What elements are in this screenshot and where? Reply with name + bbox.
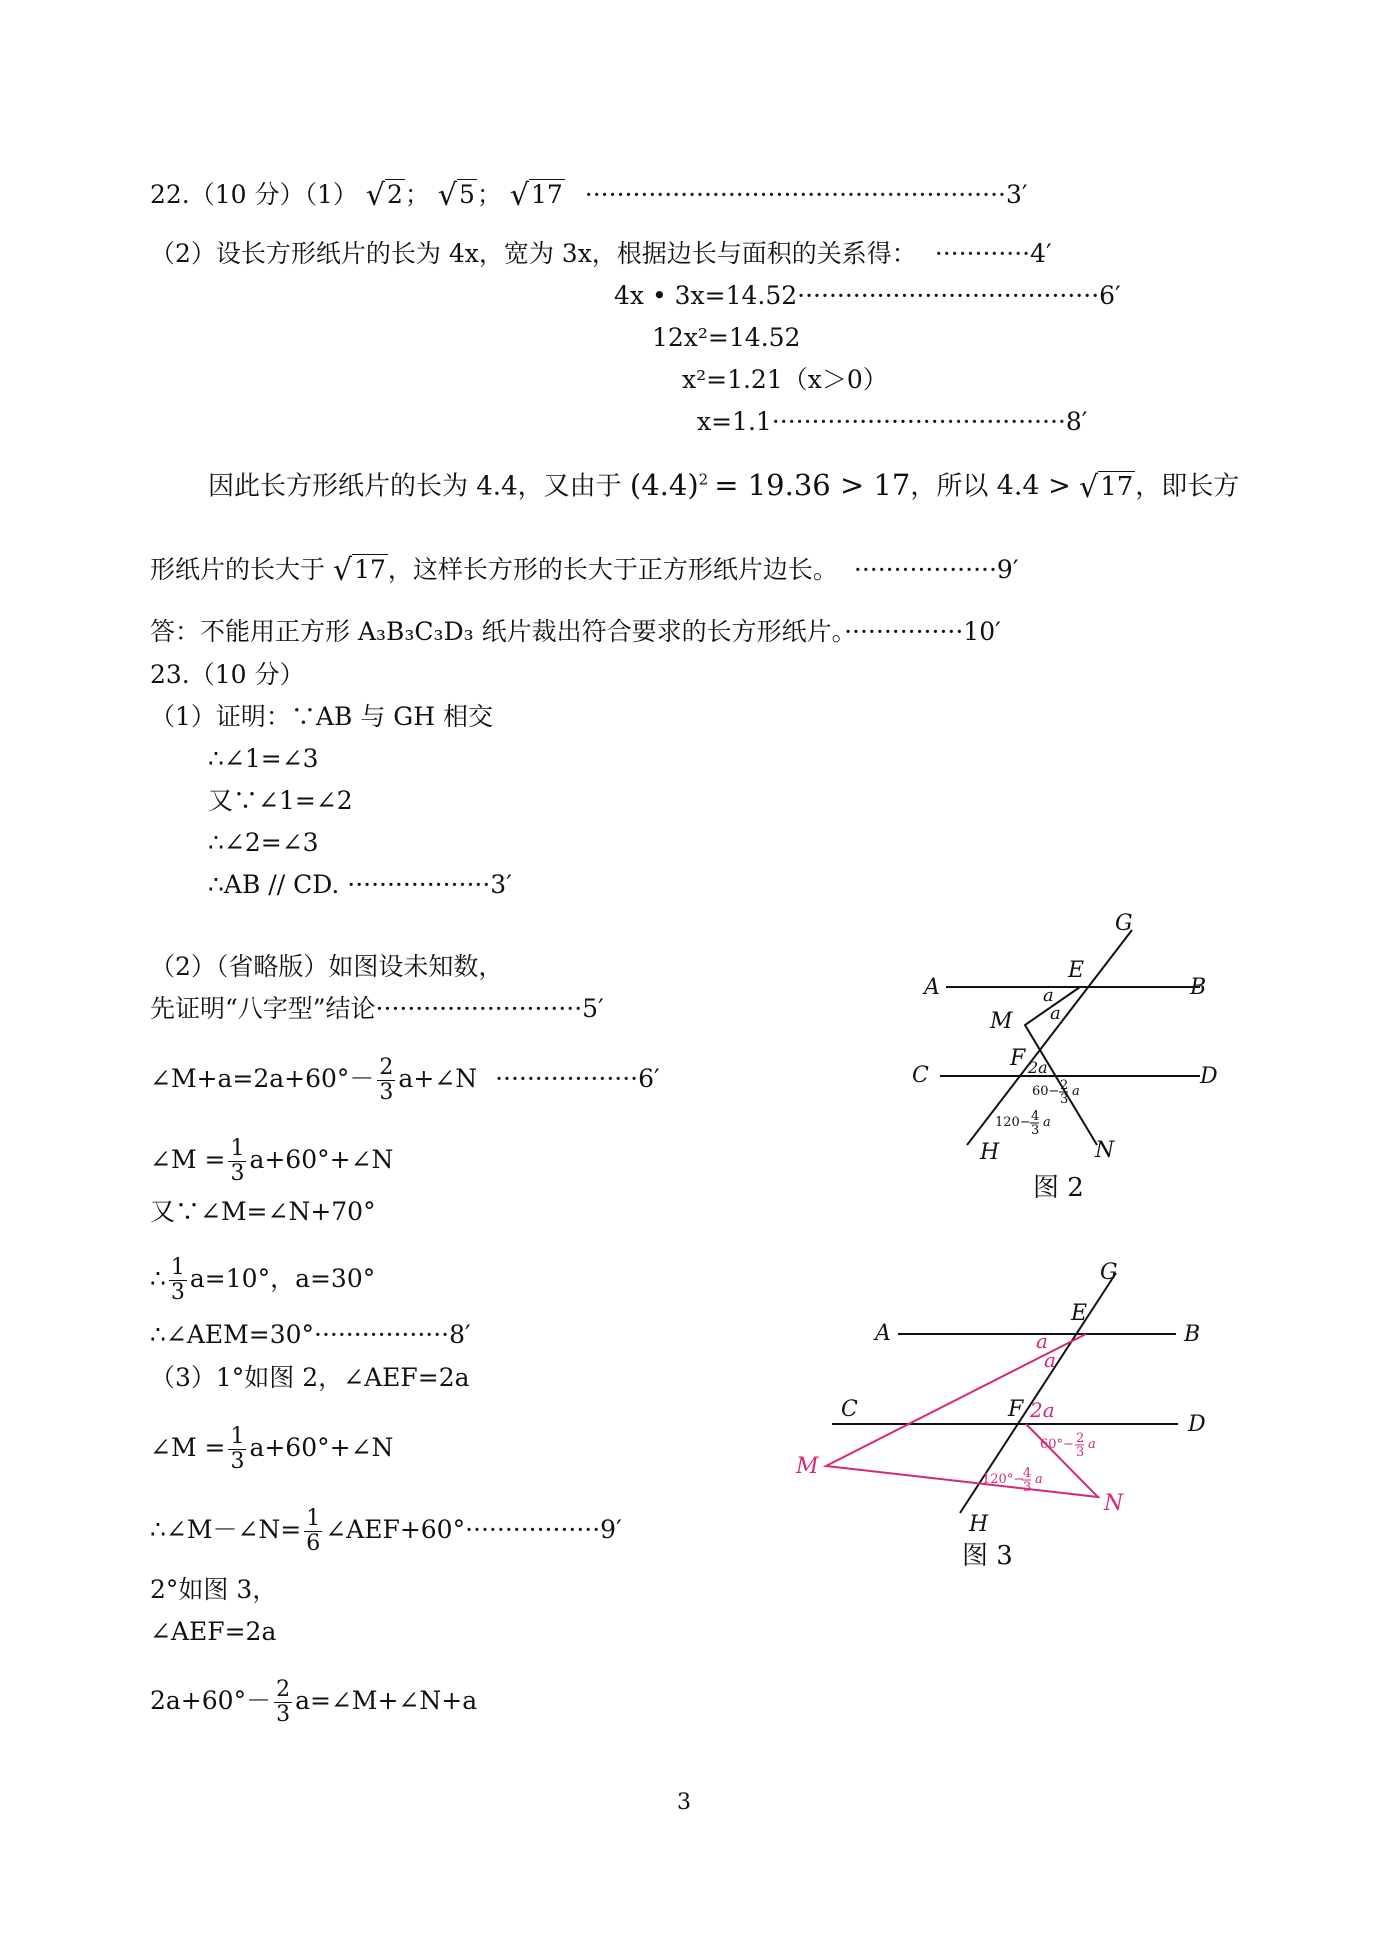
label-N: N bbox=[1095, 1138, 1115, 1163]
label-F: F bbox=[1010, 1046, 1026, 1071]
q22-head: 22.（10 分）（1） bbox=[150, 180, 358, 209]
q23-part3-line5: ∠AEF=2a bbox=[150, 1617, 277, 1646]
equation-4: x=1.1·····································8′ bbox=[697, 407, 1088, 436]
page-number: 3 bbox=[677, 1790, 691, 1815]
sqrt-17: √17 bbox=[509, 178, 563, 213]
label-A: A bbox=[924, 975, 940, 1000]
label-G: G bbox=[1100, 1260, 1118, 1285]
figure-3-caption: 图 3 bbox=[962, 1541, 1013, 1571]
label-B: B bbox=[1190, 975, 1207, 1000]
text: a+∠N bbox=[398, 1064, 478, 1093]
fraction: $\frac{1}{3}$ bbox=[230, 1424, 245, 1474]
label-D: D bbox=[1200, 1064, 1218, 1089]
text: 4.4 > bbox=[996, 470, 1071, 502]
q23-part3-line3 bbox=[150, 1507, 622, 1556]
text: ∠AEF+60°·················9′ bbox=[325, 1515, 622, 1544]
svg-text:a: a bbox=[1072, 1084, 1080, 1099]
exponent: 2 bbox=[698, 470, 709, 488]
figure-2 bbox=[900, 905, 1230, 1203]
fraction: $\frac{2}{3}$ bbox=[276, 1677, 291, 1727]
svg-text:a: a bbox=[1088, 1437, 1096, 1452]
label-E: E bbox=[1071, 1301, 1088, 1326]
separator: ； bbox=[476, 180, 502, 209]
svg-text:120°−: 120°− bbox=[982, 1472, 1025, 1487]
text: ∠M = bbox=[150, 1433, 226, 1462]
separator: ； bbox=[404, 180, 430, 209]
angle-60-label bbox=[1040, 1431, 1096, 1460]
fraction: $\frac{2}{3}$ bbox=[379, 1055, 394, 1105]
score-dots: ··················6′ bbox=[495, 1064, 660, 1093]
svg-text:120−: 120− bbox=[995, 1115, 1031, 1130]
angle-2a: 2a bbox=[1028, 1058, 1048, 1077]
q23-part3-line4: 2°如图 3， bbox=[150, 1575, 278, 1604]
q23-part2-line3 bbox=[150, 1056, 660, 1105]
label-E: E bbox=[1068, 958, 1085, 983]
q22-part1 bbox=[150, 178, 1028, 213]
q23-part3-line2 bbox=[150, 1425, 393, 1474]
label-H: H bbox=[980, 1140, 1000, 1165]
svg-text:a: a bbox=[1043, 1115, 1051, 1130]
sqrt-17: √17 bbox=[1079, 469, 1134, 505]
q23-head: 23.（10 分） bbox=[150, 660, 305, 689]
q22-conclusion-line1 bbox=[208, 462, 1239, 505]
text: ，所以 bbox=[910, 471, 989, 502]
q23-part2-line5: 又∵∠M=∠N+70° bbox=[150, 1197, 376, 1226]
q23-proof-line5: ∴AB // CD. ··················3′ bbox=[208, 870, 512, 899]
fraction: $\frac{1}{3}$ bbox=[170, 1255, 185, 1305]
label-C: C bbox=[841, 1397, 858, 1422]
q23-proof-line4: ∴∠2=∠3 bbox=[208, 828, 319, 857]
angle-a-upper: a bbox=[1036, 1329, 1048, 1353]
sqrt-2: √2 bbox=[365, 178, 403, 213]
figure-2-diagram bbox=[900, 905, 1230, 1165]
q23-part2-line2: 先证明“八字型”结论··························5′ bbox=[150, 994, 604, 1023]
q23-part2-line7: ∴∠AEM=30°·················8′ bbox=[150, 1320, 471, 1349]
text: a+60°+∠N bbox=[249, 1433, 394, 1462]
angle-2a: 2a bbox=[1030, 1398, 1055, 1422]
label-F: F bbox=[1008, 1397, 1024, 1422]
svg-text:4: 4 bbox=[1031, 1109, 1040, 1124]
svg-text:60°−: 60°− bbox=[1040, 1437, 1074, 1452]
text: a=∠M+∠N+a bbox=[295, 1686, 478, 1715]
score-dots: ·····················································3′ bbox=[584, 180, 1028, 209]
label-M: M bbox=[990, 1009, 1013, 1034]
svg-text:a: a bbox=[1035, 1472, 1043, 1487]
q23-part2-line1: （2）（省略版）如图设未知数， bbox=[150, 952, 504, 981]
text: 2a+60°－ bbox=[150, 1686, 272, 1715]
text: ∴ bbox=[150, 1264, 166, 1293]
figure-3-diagram bbox=[778, 1245, 1228, 1545]
q23-proof-line3: 又∵∠1=∠2 bbox=[208, 786, 353, 815]
q22-part2-text: （2）设长方形纸片的长为 4x，宽为 3x，根据边长与面积的关系得： bbox=[150, 239, 917, 268]
text: ，这样长方形的长大于正方形纸片边长。 bbox=[387, 555, 838, 584]
angle-120-label bbox=[995, 1109, 1051, 1138]
equation-1: 4x • 3x=14.52······································6′ bbox=[614, 281, 1121, 310]
q22-part2-intro bbox=[150, 237, 1052, 271]
svg-text:3: 3 bbox=[1076, 1445, 1085, 1460]
label-G: G bbox=[1115, 911, 1133, 936]
text: a+60°+∠N bbox=[249, 1145, 394, 1174]
sqrt-17: √17 bbox=[332, 553, 386, 588]
q23-part3-line6 bbox=[150, 1678, 477, 1727]
figure-2-caption: 图 2 bbox=[1033, 1173, 1084, 1203]
angle-a-lower: a bbox=[1050, 1003, 1061, 1024]
svg-text:4: 4 bbox=[1023, 1466, 1032, 1481]
text: 因此长方形纸片的长为 4.4，又由于 bbox=[208, 471, 622, 502]
power-expr bbox=[630, 468, 910, 502]
text: = 19.36 > 17 bbox=[714, 467, 911, 502]
fraction: $\frac{1}{3}$ bbox=[230, 1136, 245, 1186]
q23-proof-line2: ∴∠1=∠3 bbox=[208, 744, 319, 773]
sqrt-5: √5 bbox=[437, 178, 475, 213]
equation-3: x²=1.21（x＞0） bbox=[682, 365, 888, 394]
equation-2: 12x²=14.52 bbox=[652, 323, 801, 352]
fraction: $\frac{1}{6}$ bbox=[306, 1506, 321, 1556]
label-N: N bbox=[1104, 1491, 1124, 1516]
svg-text:2: 2 bbox=[1060, 1078, 1069, 1093]
q23-proof-line1: （1）证明：∵AB 与 GH 相交 bbox=[150, 702, 493, 731]
text: 形纸片的长大于 bbox=[150, 555, 326, 584]
svg-text:3: 3 bbox=[1023, 1480, 1032, 1495]
q22-answer: 答：不能用正方形 A₃B₃C₃D₃ 纸片裁出符合要求的长方形纸片。···············10′ bbox=[150, 617, 1001, 646]
svg-text:3: 3 bbox=[1060, 1092, 1069, 1107]
text: ∴∠M－∠N= bbox=[150, 1515, 302, 1544]
text: a=10°，a=30° bbox=[189, 1264, 376, 1293]
angle-a-lower: a bbox=[1044, 1348, 1056, 1372]
q23-part3-line1: （3）1°如图 2，∠AEF=2a bbox=[150, 1363, 470, 1392]
label-A: A bbox=[875, 1321, 891, 1346]
label-D: D bbox=[1188, 1412, 1206, 1437]
q23-part2-line6 bbox=[150, 1256, 375, 1305]
svg-text:2: 2 bbox=[1076, 1431, 1085, 1446]
text: ∠M+a=2a+60°－ bbox=[150, 1064, 375, 1093]
line-GH bbox=[967, 930, 1132, 1145]
label-B: B bbox=[1184, 1322, 1201, 1347]
figure-3 bbox=[778, 1245, 1228, 1571]
q22-conclusion-line2 bbox=[150, 553, 1019, 588]
label-M: M bbox=[796, 1454, 819, 1479]
svg-text:60−: 60− bbox=[1032, 1084, 1060, 1099]
q23-part2-line4 bbox=[150, 1137, 393, 1186]
angle-a-upper: a bbox=[1043, 985, 1054, 1006]
score-dots: ············4′ bbox=[934, 239, 1052, 268]
score-dots: ··················9′ bbox=[853, 555, 1019, 584]
magenta-broken-line bbox=[826, 1334, 1098, 1497]
label-H: H bbox=[969, 1512, 989, 1537]
svg-text:3: 3 bbox=[1031, 1123, 1040, 1138]
text: ∠M = bbox=[150, 1145, 226, 1174]
text: ，即长方 bbox=[1135, 471, 1240, 502]
text: (4.4) bbox=[629, 467, 699, 502]
label-C: C bbox=[912, 1063, 929, 1088]
